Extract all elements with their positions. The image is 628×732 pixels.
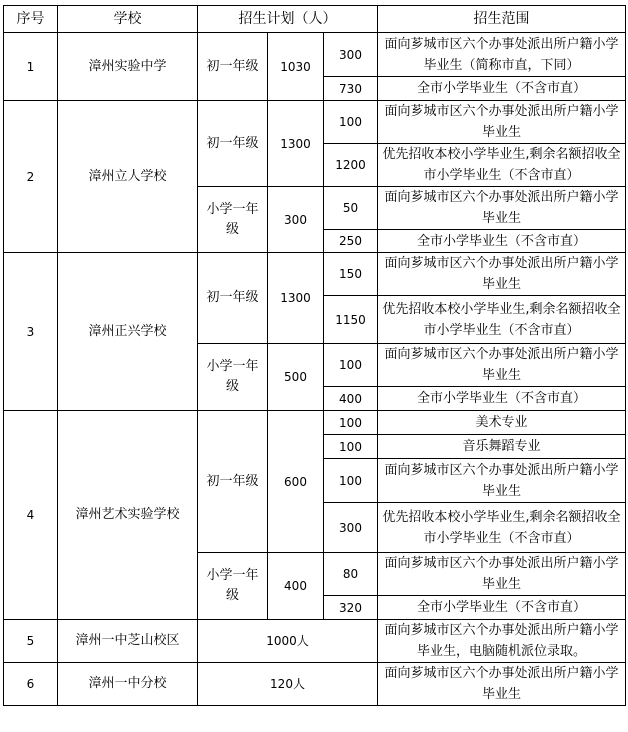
count-cell: 100 [324,459,378,503]
grade-cell: 初一年级 [198,411,268,553]
school-cell: 漳州立人学校 [58,101,198,253]
total-cell: 500 [268,344,324,411]
table-row [4,663,626,706]
total-cell: 1030 [268,33,324,101]
total-cell: 1300 [268,253,324,344]
scope-cell: 面向芗城市区六个办事处派出所户籍小学毕业生 [378,553,626,596]
count-cell: 320 [324,596,378,620]
count-cell: 300 [324,503,378,553]
scope-cell: 优先招收本校小学毕业生,剩余名额招收全市小学毕业生（不含市直） [378,503,626,553]
seq-cell: 2 [4,101,58,253]
school-cell: 漳州一中分校 [58,663,198,706]
table-row [4,253,626,296]
scope-cell: 面向芗城市区六个办事处派出所户籍小学毕业生 [378,253,626,296]
grade-cell: 小学一年级 [198,553,268,620]
total-cell: 1300 [268,101,324,187]
scope-cell: 全市小学毕业生（不含市直） [378,387,626,411]
count-cell: 80 [324,553,378,596]
header-scope: 招生范围 [378,6,626,33]
scope-cell: 面向芗城市区六个办事处派出所户籍小学毕业生 [378,101,626,144]
table-row [4,620,626,663]
grade-cell: 初一年级 [198,33,268,101]
header-seq: 序号 [4,6,58,33]
school-cell: 漳州艺术实验学校 [58,411,198,620]
header-school: 学校 [58,6,198,33]
count-cell: 100 [324,411,378,435]
scope-cell: 面向芗城市区六个办事处派出所户籍小学毕业生，电脑随机派位录取。 [378,620,626,663]
grade-cell: 小学一年级 [198,344,268,411]
enrollment-table [3,5,626,706]
scope-cell: 全市小学毕业生（不含市直） [378,77,626,101]
scope-cell: 面向芗城市区六个办事处派出所户籍小学毕业生（简称市直，下同） [378,33,626,77]
school-cell: 漳州实验中学 [58,33,198,101]
plan-cell: 1000人 [198,620,378,663]
table-row [4,411,626,435]
header-row [4,6,626,33]
table-row [4,33,626,77]
seq-cell: 1 [4,33,58,101]
header-plan: 招生计划（人） [198,6,378,33]
count-cell: 100 [324,344,378,387]
count-cell: 400 [324,387,378,411]
scope-cell: 面向芗城市区六个办事处派出所户籍小学毕业生 [378,344,626,387]
scope-cell: 面向芗城市区六个办事处派出所户籍小学毕业生 [378,663,626,706]
seq-cell: 4 [4,411,58,620]
scope-cell: 面向芗城市区六个办事处派出所户籍小学毕业生 [378,187,626,230]
grade-cell: 小学一年级 [198,187,268,253]
school-cell: 漳州一中芝山校区 [58,620,198,663]
scope-cell: 面向芗城市区六个办事处派出所户籍小学毕业生 [378,459,626,503]
total-cell: 400 [268,553,324,620]
scope-cell: 优先招收本校小学毕业生,剩余名额招收全市小学毕业生（不含市直） [378,296,626,344]
seq-cell: 3 [4,253,58,411]
count-cell: 150 [324,253,378,296]
count-cell: 100 [324,101,378,144]
count-cell: 50 [324,187,378,230]
scope-cell: 全市小学毕业生（不含市直） [378,596,626,620]
grade-cell: 初一年级 [198,101,268,187]
count-cell: 1200 [324,144,378,187]
scope-cell: 美术专业 [378,411,626,435]
grade-cell: 初一年级 [198,253,268,344]
plan-cell: 120人 [198,663,378,706]
count-cell: 250 [324,230,378,253]
scope-cell: 优先招收本校小学毕业生,剩余名额招收全市小学毕业生（不含市直） [378,144,626,187]
scope-cell: 音乐舞蹈专业 [378,435,626,459]
count-cell: 100 [324,435,378,459]
total-cell: 300 [268,187,324,253]
count-cell: 730 [324,77,378,101]
count-cell: 1150 [324,296,378,344]
table-row [4,101,626,144]
scope-cell: 全市小学毕业生（不含市直） [378,230,626,253]
seq-cell: 5 [4,620,58,663]
total-cell: 600 [268,411,324,553]
seq-cell: 6 [4,663,58,706]
school-cell: 漳州正兴学校 [58,253,198,411]
count-cell: 300 [324,33,378,77]
